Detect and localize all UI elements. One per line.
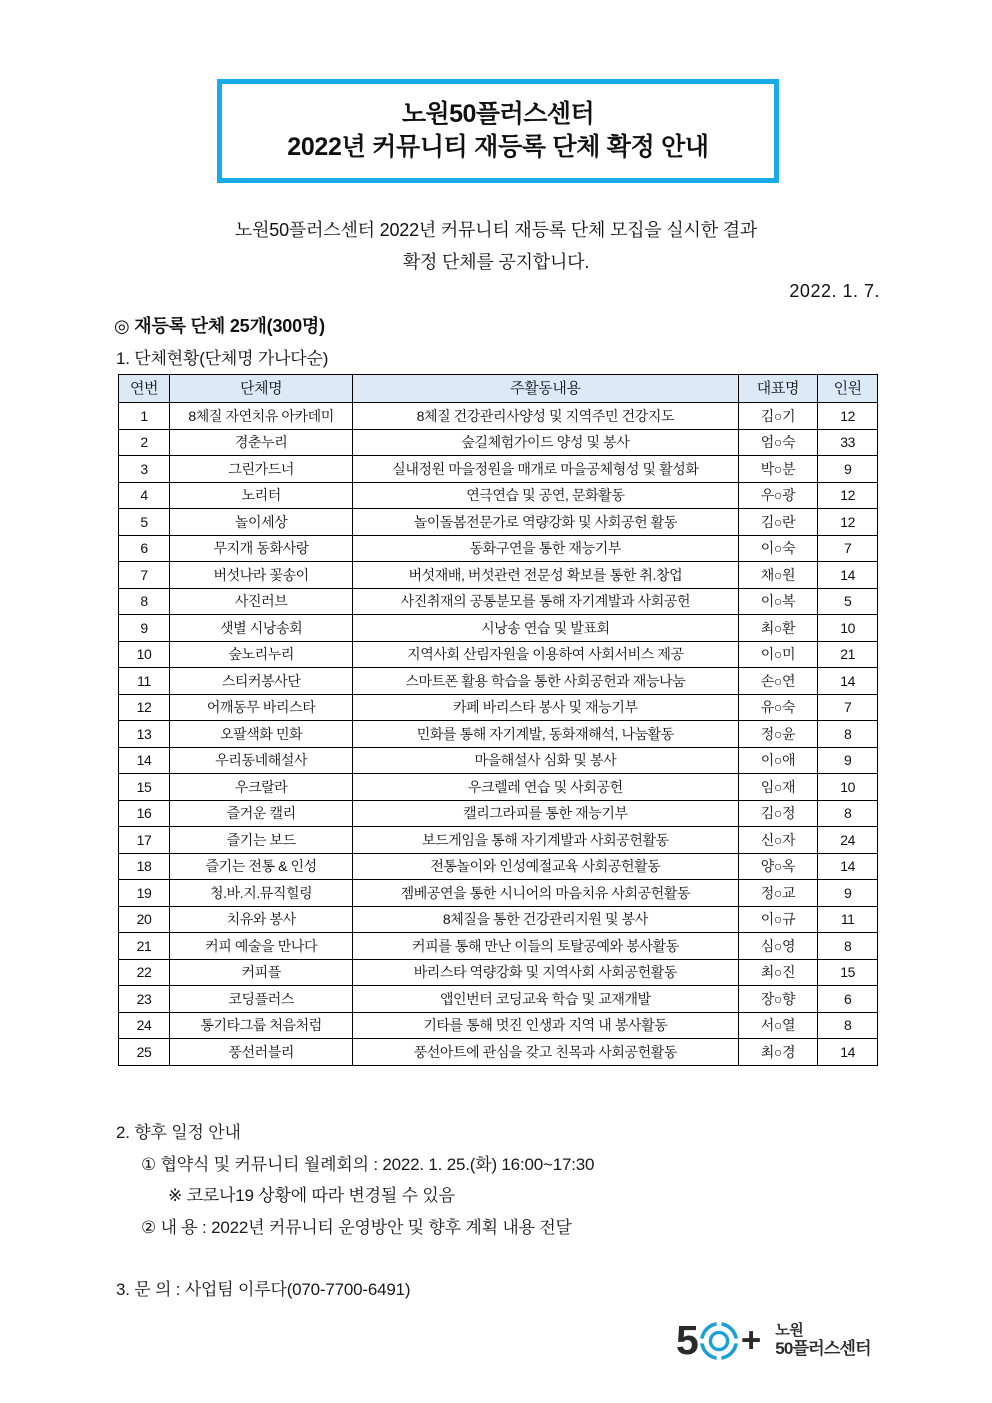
cell-no: 10 [119,641,170,668]
cell-representative: 정○윤 [738,721,818,748]
table-row [119,800,878,827]
cell-activity: 보드게임을 통해 자기계발과 사회공헌활동 [353,827,738,854]
logo-text [775,1322,870,1360]
cell-activity: 지역사회 산림자원을 이용하여 사회서비스 제공 [353,641,738,668]
intro-paragraph [0,214,992,278]
cell-member-count: 8 [818,800,878,827]
cell-no: 14 [119,747,170,774]
cell-representative: 이○미 [738,641,818,668]
cell-representative: 신○자 [738,827,818,854]
cell-member-count: 7 [818,694,878,721]
logo-plus-icon: + [740,1321,762,1360]
cell-member-count: 8 [818,721,878,748]
cell-no: 11 [119,668,170,695]
logo-digit-five: 5 [676,1317,698,1363]
cell-org-name: 즐거운 캘리 [170,800,353,827]
cell-activity: 기타를 통해 멋진 인생과 지역 내 봉사활동 [353,1012,738,1039]
cell-representative: 김○란 [738,509,818,536]
cell-member-count: 9 [818,880,878,907]
cell-activity: 풍선아트에 관심을 갖고 친목과 사회공헌활동 [353,1039,738,1066]
cell-member-count: 33 [818,429,878,456]
cell-org-name: 스티커봉사단 [170,668,353,695]
cell-member-count: 14 [818,853,878,880]
table-header-row [119,375,878,403]
cell-representative: 심○영 [738,933,818,960]
cell-member-count: 24 [818,827,878,854]
cell-activity: 스마트폰 활용 학습을 통한 사회공헌과 재능나눔 [353,668,738,695]
table-row [119,747,878,774]
logo-mark [676,1317,762,1363]
cell-no: 13 [119,721,170,748]
cell-representative: 채○원 [738,562,818,589]
cell-member-count: 12 [818,403,878,430]
section-2-note: ※ 코로나19 상황에 따라 변경될 수 있음 [168,1186,455,1205]
cell-org-name: 사진러브 [170,588,353,615]
cell-representative: 엄○숙 [738,429,818,456]
cell-org-name: 통기타그룹 처음처럼 [170,1012,353,1039]
cell-org-name: 샛별 시낭송회 [170,615,353,642]
cell-representative: 양○옥 [738,853,818,880]
cell-no: 18 [119,853,170,880]
cell-representative: 손○연 [738,668,818,695]
cell-org-name: 숲노리누리 [170,641,353,668]
cell-activity: 젬베공연을 통한 시니어의 마음치유 사회공헌활동 [353,880,738,907]
cell-activity: 카페 바리스타 봉사 및 재능기부 [353,694,738,721]
title-line-2: 2022년 커뮤니티 재등록 단체 확정 안내 [287,133,709,161]
cell-representative: 정○교 [738,880,818,907]
cell-org-name: 풍선러블리 [170,1039,353,1066]
organization-table-wrapper [118,374,878,1066]
cell-org-name: 경춘누리 [170,429,353,456]
cell-org-name: 오팔색화 민화 [170,721,353,748]
cell-no: 12 [119,694,170,721]
cell-no: 8 [119,588,170,615]
cell-no: 22 [119,959,170,986]
table-row [119,403,878,430]
cell-representative: 이○숙 [738,535,818,562]
column-header-activity: 주활동내용 [353,375,738,403]
cell-no: 17 [119,827,170,854]
cell-representative: 이○복 [738,588,818,615]
cell-org-name: 청.바.지.뮤직힐링 [170,880,353,907]
cell-no: 19 [119,880,170,907]
cell-activity: 커피를 통해 만난 이들의 토탈공예와 봉사활동 [353,933,738,960]
table-row [119,906,878,933]
title-box [217,79,779,183]
cell-no: 23 [119,986,170,1013]
table-row [119,456,878,483]
cell-activity: 마을해설사 심화 및 봉사 [353,747,738,774]
cell-no: 6 [119,535,170,562]
cell-org-name: 커피플 [170,959,353,986]
cell-member-count: 14 [818,1039,878,1066]
cell-org-name: 우크랄라 [170,774,353,801]
cell-no: 3 [119,456,170,483]
column-header-rep: 대표명 [738,375,818,403]
table-row [119,959,878,986]
cell-org-name: 그린가드너 [170,456,353,483]
cell-org-name: 즐기는 보드 [170,827,353,854]
cell-member-count: 8 [818,933,878,960]
cell-activity: 민화를 통해 자기계발, 동화재해석, 나눔활동 [353,721,738,748]
cell-activity: 캘리그라피를 통한 재능기부 [353,800,738,827]
table-row [119,509,878,536]
cell-member-count: 9 [818,456,878,483]
cell-no: 1 [119,403,170,430]
cell-activity: 연극연습 및 공연, 문화활동 [353,482,738,509]
table-row [119,588,878,615]
cell-org-name: 코딩플러스 [170,986,353,1013]
table-row [119,986,878,1013]
cell-activity: 버섯재배, 버섯관련 전문성 확보를 통한 취.창업 [353,562,738,589]
cell-org-name: 노리터 [170,482,353,509]
center-logo [676,1317,871,1363]
cell-representative: 최○경 [738,1039,818,1066]
table-row [119,880,878,907]
cell-activity: 바리스타 역량강화 및 지역사회 사회공헌활동 [353,959,738,986]
section-2-item-2: ② 내 용 : 2022년 커뮤니티 운영방안 및 향후 계획 내용 전달 [141,1218,572,1237]
cell-org-name: 8체질 자연치유 아카데미 [170,403,353,430]
cell-member-count: 12 [818,482,878,509]
cell-no: 7 [119,562,170,589]
title-line-1: 노원50플러스센터 [401,100,595,129]
cell-org-name: 어깨동무 바리스타 [170,694,353,721]
cell-representative: 김○정 [738,800,818,827]
cell-no: 21 [119,933,170,960]
cell-activity: 8체질을 통한 건강관리지원 및 봉사 [353,906,738,933]
cell-member-count: 6 [818,986,878,1013]
logo-text-line-2: 50플러스센터 [775,1339,871,1359]
column-header-count: 인원 [818,375,878,403]
cell-member-count: 12 [818,509,878,536]
table-row [119,933,878,960]
cell-representative: 우○광 [738,482,818,509]
section-2-heading: 2. 향후 일정 안내 [116,1123,241,1142]
cell-org-name: 커피 예술을 만나다 [170,933,353,960]
table-row [119,562,878,589]
cell-activity: 실내정원 마을정원을 매개로 마을공체형성 및 활성화 [353,456,738,483]
cell-no: 2 [119,429,170,456]
table-row [119,535,878,562]
table-row [119,482,878,509]
cell-representative: 서○열 [738,1012,818,1039]
cell-no: 4 [119,482,170,509]
cell-member-count: 21 [818,641,878,668]
cell-member-count: 14 [818,668,878,695]
table-row [119,641,878,668]
section-1-heading: 1. 단체현황(단체명 가나다순) [116,349,329,368]
section-3-contact: 3. 문 의 : 사업팀 이루다(070-7700-6491) [116,1280,411,1299]
column-header-no: 연번 [119,375,170,403]
cell-member-count: 15 [818,959,878,986]
cell-representative: 이○애 [738,747,818,774]
cell-activity: 놀이돌봄전문가로 역량강화 및 사회공헌 활동 [353,509,738,536]
cell-activity: 사진취재의 공통분모를 통해 자기계발과 사회공헌 [353,588,738,615]
cell-member-count: 10 [818,615,878,642]
table-row [119,721,878,748]
table-row [119,694,878,721]
cell-activity: 동화구연을 통한 재능기부 [353,535,738,562]
table-row [119,615,878,642]
cell-no: 20 [119,906,170,933]
cell-org-name: 버섯나라 꽃송이 [170,562,353,589]
cell-representative: 박○분 [738,456,818,483]
table-row [119,853,878,880]
cell-activity: 시낭송 연습 및 발표회 [353,615,738,642]
column-header-name: 단체명 [170,375,353,403]
cell-activity: 8체질 건강관리사양성 및 지역주민 건강지도 [353,403,738,430]
cell-org-name: 무지개 동화사랑 [170,535,353,562]
cell-org-name: 놀이세상 [170,509,353,536]
cell-representative: 이○규 [738,906,818,933]
cell-no: 16 [119,800,170,827]
document-date: 2022. 1. 7. [789,281,880,301]
table-row [119,827,878,854]
table-row [119,668,878,695]
cell-representative: 최○환 [738,615,818,642]
table-row [119,1039,878,1066]
cell-member-count: 9 [818,747,878,774]
cell-representative: 김○기 [738,403,818,430]
cell-no: 9 [119,615,170,642]
intro-line-1: 노원50플러스센터 2022년 커뮤니티 재등록 단체 모집을 실시한 결과 [234,220,758,240]
cell-activity: 우크렐레 연습 및 사회공헌 [353,774,738,801]
cell-no: 15 [119,774,170,801]
cell-member-count: 5 [818,588,878,615]
organization-table [118,374,878,1066]
cell-member-count: 10 [818,774,878,801]
table-body [119,403,878,1066]
cell-representative: 장○향 [738,986,818,1013]
cell-activity: 숲길체험가이드 양성 및 봉사 [353,429,738,456]
cell-member-count: 7 [818,535,878,562]
summary-heading: ◎ 재등록 단체 25개(300명) [114,316,325,336]
intro-line-2: 확정 단체를 공지합니다. [402,252,590,272]
table-row [119,774,878,801]
cell-org-name: 즐기는 전통 & 인성 [170,853,353,880]
cell-org-name: 치유와 봉사 [170,906,353,933]
logo-text-line-1: 노원 [775,1321,804,1339]
table-row [119,429,878,456]
cell-member-count: 11 [818,906,878,933]
cell-no: 25 [119,1039,170,1066]
cell-activity: 전통놀이와 인성예절교육 사회공헌활동 [353,853,738,880]
table-row [119,1012,878,1039]
cell-representative: 유○숙 [738,694,818,721]
cell-activity: 앱인번터 코딩교육 학습 및 교재개발 [353,986,738,1013]
cell-no: 5 [119,509,170,536]
cell-no: 24 [119,1012,170,1039]
cell-member-count: 14 [818,562,878,589]
cell-member-count: 8 [818,1012,878,1039]
section-2-item-1: ① 협약식 및 커뮤니티 월례회의 : 2022. 1. 25.(화) 16:00~17:30 [141,1155,595,1174]
cell-representative: 임○재 [738,774,818,801]
logo-ring-icon [699,1321,739,1361]
cell-org-name: 우리동네해설사 [170,747,353,774]
cell-representative: 최○진 [738,959,818,986]
